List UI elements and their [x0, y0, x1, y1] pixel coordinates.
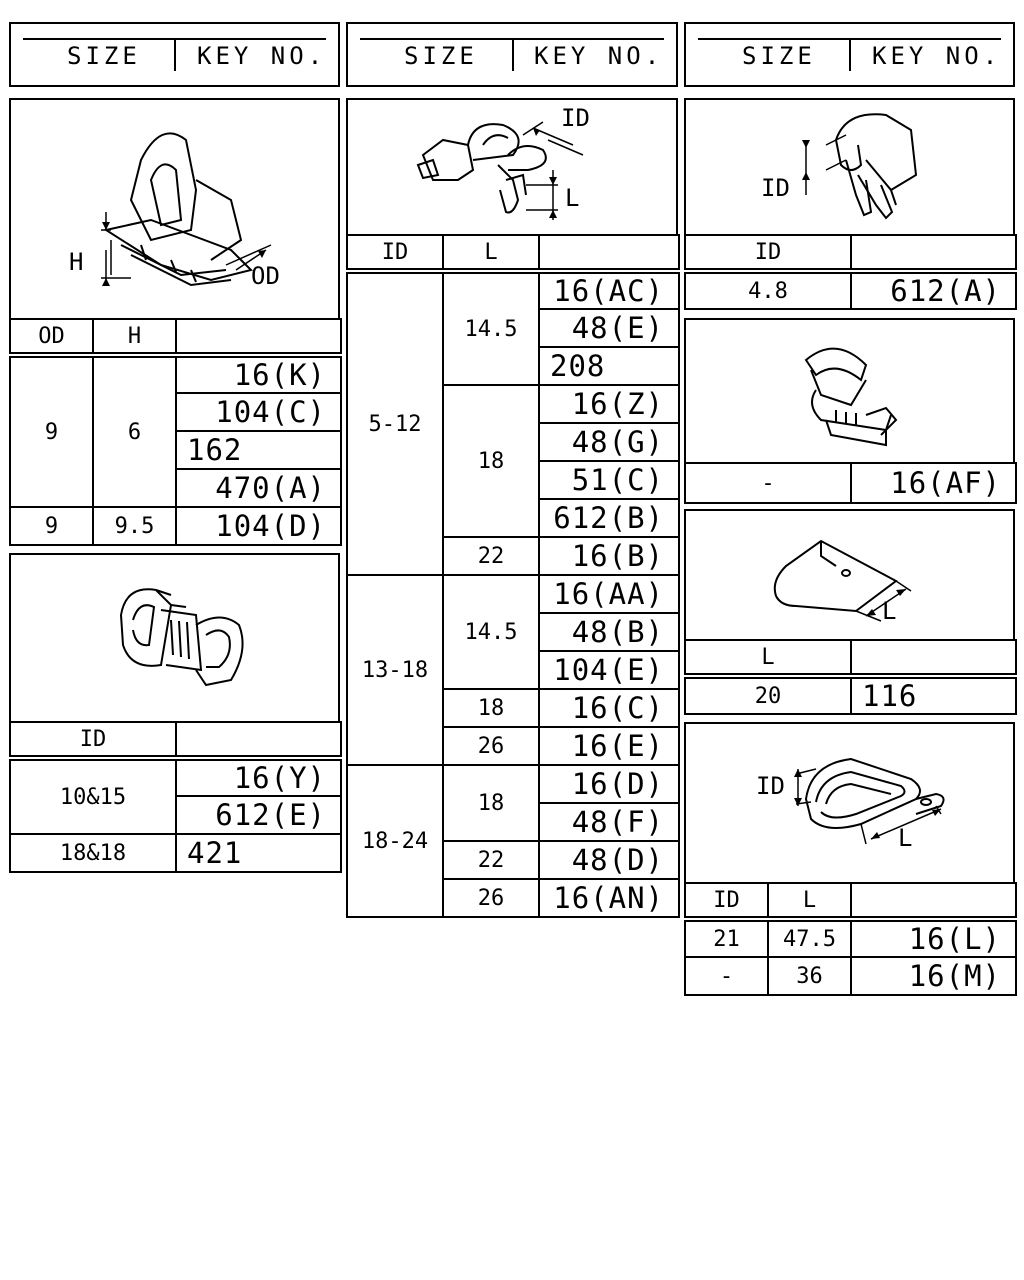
cell-id: 5-12 [347, 271, 443, 575]
header-key-label: KEY NO. [534, 42, 664, 70]
header-col3 [684, 22, 1015, 87]
clip-bracket-drawing [684, 509, 1015, 641]
cell-key: 51(C) [539, 461, 679, 499]
cell-key: 16(D) [539, 765, 679, 803]
cell-key: 48(D) [539, 841, 679, 879]
dim-label-od: OD [251, 262, 280, 290]
cell-key: 612(B) [539, 499, 679, 537]
bracket-illustration [686, 511, 1013, 639]
cell-key: 16(E) [539, 727, 679, 765]
band-clip-illustration [686, 724, 1013, 882]
cell-key: 48(E) [539, 309, 679, 347]
header-col2 [346, 22, 678, 87]
cell-l: 47.5 [768, 919, 851, 957]
dim-label-id: ID [761, 174, 790, 202]
cell-key: 16(AA) [539, 575, 679, 613]
cell-id: 18&18 [10, 834, 176, 872]
cell-key: 104(C) [176, 393, 341, 431]
cell-key: 16(AF) [851, 463, 1016, 503]
dim-label-l: L [882, 597, 897, 625]
cell-key: 104(D) [176, 507, 341, 545]
cell-key: 16(AN) [539, 879, 679, 917]
cell-l: 20 [685, 676, 851, 714]
cell-l: 18 [443, 765, 539, 841]
cell-key: 16(L) [851, 919, 1016, 957]
double-clip-illustration [11, 555, 338, 721]
cell-id: 13-18 [347, 575, 443, 765]
col-header-od: OD [10, 319, 93, 355]
col-header-key [539, 235, 679, 271]
cell-od: 9 [10, 507, 93, 545]
cell-key: 16(M) [851, 957, 1016, 995]
cell-size: - [685, 463, 851, 503]
clip-harness-drawing [684, 318, 1015, 464]
col-header-id: ID [10, 722, 176, 758]
clip-id-small-table [684, 234, 1017, 310]
clip-id-small-drawing [684, 98, 1015, 236]
cell-l: 22 [443, 537, 539, 575]
col-header-id: ID [347, 235, 443, 271]
dim-label-l: L [565, 184, 580, 212]
cell-key: 16(Y) [176, 758, 341, 796]
cell-key: 421 [176, 834, 341, 872]
header-size-label: SIZE [742, 42, 816, 70]
clip-double-drawing [9, 553, 340, 723]
cell-id: 21 [685, 919, 768, 957]
col-header-id: ID [685, 235, 851, 271]
clip-band-drawing [684, 722, 1015, 884]
cell-l: 26 [443, 879, 539, 917]
cell-id: - [685, 957, 768, 995]
cable-clip-illustration [686, 100, 1013, 234]
clip-id-l-table [346, 234, 680, 918]
cell-key: 208 [539, 347, 679, 385]
cell-l: 18 [443, 689, 539, 727]
dim-label-id: ID [561, 104, 590, 132]
cell-key: 16(K) [176, 355, 341, 393]
cell-l: 36 [768, 957, 851, 995]
clip-harness-table [684, 462, 1017, 504]
dim-label-id: ID [756, 772, 785, 800]
header-size-label: SIZE [67, 42, 141, 70]
cell-l: 14.5 [443, 271, 539, 385]
col-header-key [851, 640, 1016, 676]
header-size-label: SIZE [404, 42, 478, 70]
clip-band-table [684, 882, 1017, 996]
col-header-key [176, 722, 341, 758]
cell-key: 470(A) [176, 469, 341, 507]
cell-h: 9.5 [93, 507, 176, 545]
col-header-key [851, 883, 1016, 919]
clip-od-h-table [9, 318, 342, 546]
cell-od: 9 [10, 355, 93, 507]
clip-id-l-drawing [346, 98, 678, 236]
cell-id: 4.8 [685, 271, 851, 309]
col-header-key [176, 319, 341, 355]
cell-key: 612(E) [176, 796, 341, 834]
header-col1 [9, 22, 340, 87]
dim-label-h: H [69, 248, 84, 276]
col-header-l: L [768, 883, 851, 919]
cell-key: 16(AC) [539, 271, 679, 309]
col-header-l: L [685, 640, 851, 676]
cell-key: 162 [176, 431, 341, 469]
cell-id: 18-24 [347, 765, 443, 917]
harness-clip-illustration [686, 320, 1013, 462]
cell-l: 22 [443, 841, 539, 879]
push-clip-illustration [11, 100, 338, 318]
clip-od-h-drawing [9, 98, 340, 320]
cell-l: 14.5 [443, 575, 539, 689]
cell-key: 48(F) [539, 803, 679, 841]
cell-key: 116 [851, 676, 1016, 714]
cell-key: 48(G) [539, 423, 679, 461]
cell-l: 18 [443, 385, 539, 537]
cell-key: 48(B) [539, 613, 679, 651]
cell-key: 16(C) [539, 689, 679, 727]
col-header-h: H [93, 319, 176, 355]
cell-id: 10&15 [10, 758, 176, 834]
col-header-key [851, 235, 1016, 271]
clip-double-table [9, 721, 342, 873]
cell-key: 104(E) [539, 651, 679, 689]
col-header-id: ID [685, 883, 768, 919]
clip-bracket-table [684, 639, 1017, 715]
dim-label-l: L [898, 824, 913, 852]
pipe-clip-illustration [348, 100, 676, 234]
cell-key: 16(B) [539, 537, 679, 575]
cell-key: 612(A) [851, 271, 1016, 309]
cell-h: 6 [93, 355, 176, 507]
col-header-l: L [443, 235, 539, 271]
header-key-label: KEY NO. [872, 42, 1002, 70]
header-key-label: KEY NO. [197, 42, 327, 70]
cell-l: 26 [443, 727, 539, 765]
cell-key: 16(Z) [539, 385, 679, 423]
